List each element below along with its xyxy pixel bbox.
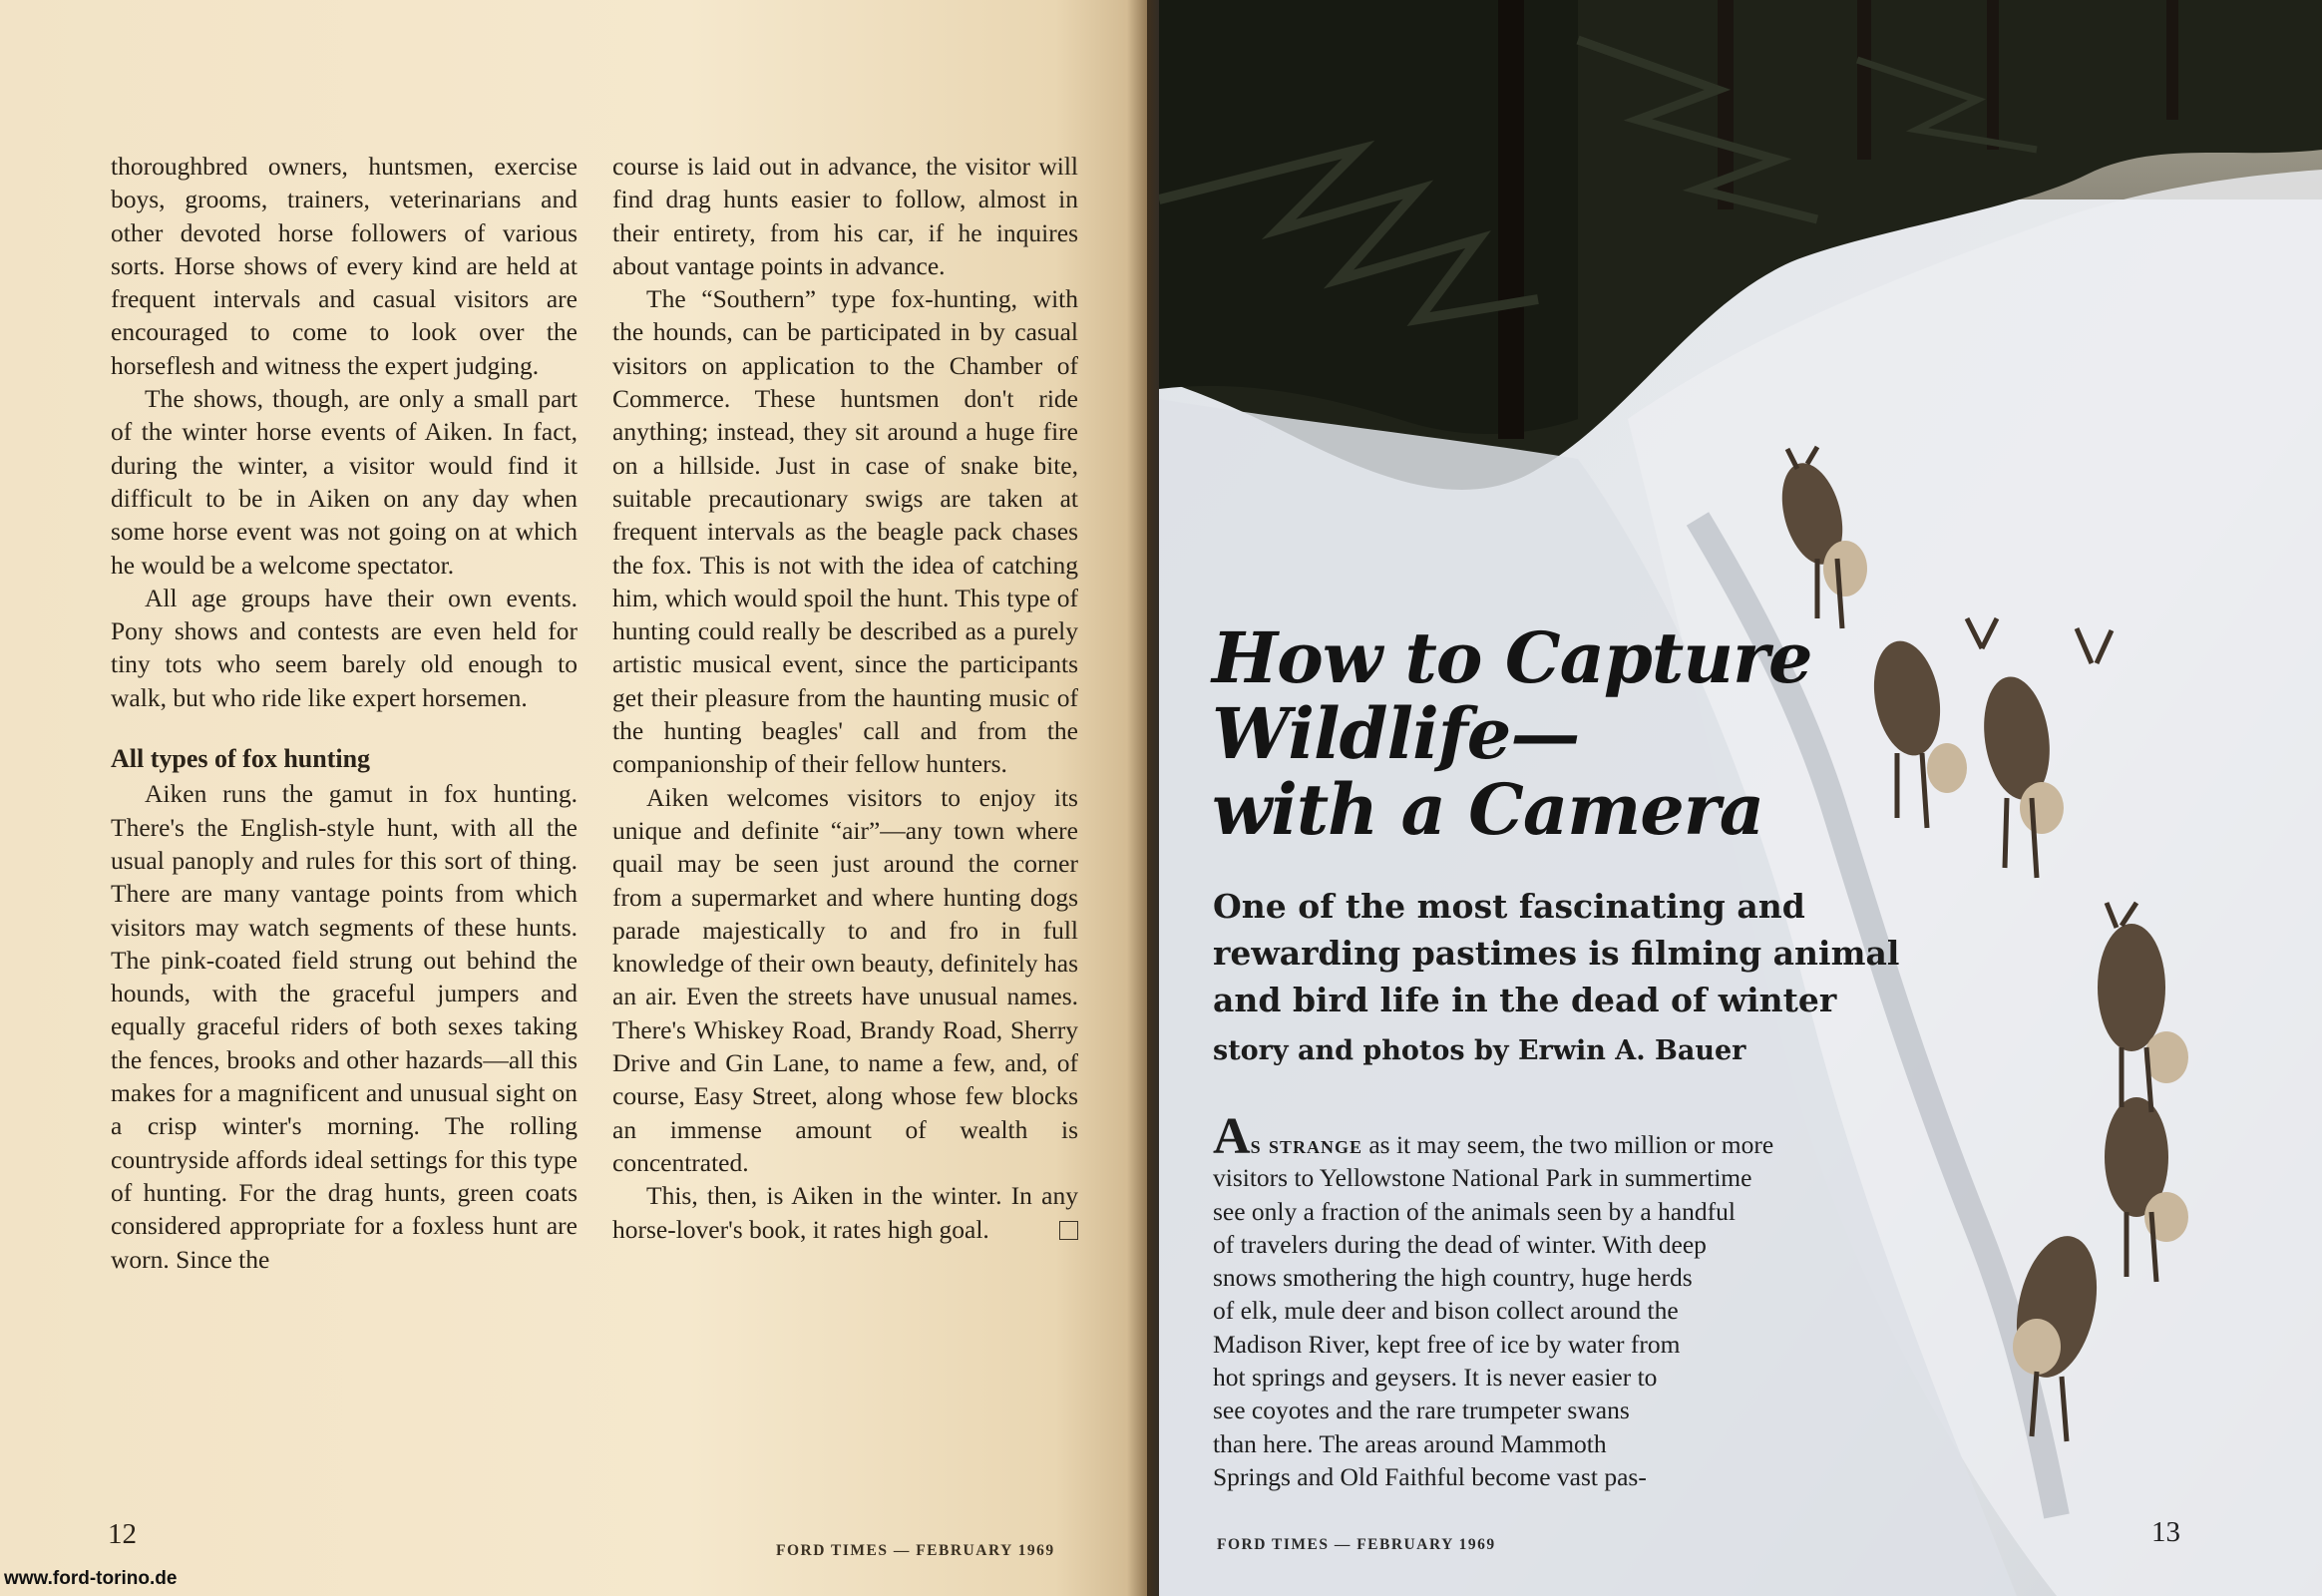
title-line: with a Camera (1212, 768, 1764, 851)
running-footer: FORD TIMES — FEBRUARY 1969 (1217, 1536, 1496, 1553)
end-mark-icon (1059, 1221, 1078, 1240)
byline: story and photos by Erwin A. Bauer (1213, 1035, 1746, 1066)
article-title (1212, 616, 1970, 851)
paragraph-text: This, then, is Aiken in the winter. In any horse-lover's book, it rates high goal. (612, 1181, 1078, 1244)
paragraph: The “Southern” type fox-hunting, with the hounds, can be participated in by casual visitors on application to the Chamber of Commerce. These huntsmen don't ride anything; instead, they sit around a huge fire on a hillside. Just in case of snake bite, suitable precautionary swigs are taken at frequent intervals as the beagle pack chases the fox. This is not with the idea of catching him, which would spoil the hunt. This type of hunting could really be described as a purely artistic musical event, since the participants get their pleasure from the haunting music of the hunting beagles' call and from the companionship of their fellow hunters. (612, 284, 1078, 779)
subheading: All types of fox hunting (111, 744, 371, 774)
body-line: of elk, mule deer and bison collect around the (1213, 1296, 1679, 1326)
lead-line (1213, 1108, 1911, 1165)
paragraph: The shows, though, are only a small part of the winter horse events of Aiken. In fact, during the winter, a visitor would find it difficult to be in Aiken on any day when some horse event was not going on at which he would be a welcome spectator. (111, 384, 578, 580)
body-line: than here. The areas around Mammoth (1213, 1428, 1607, 1458)
body-line: Madison River, kept free of ice by water from (1213, 1329, 1681, 1359)
watermark-url: www.ford-torino.de (4, 1568, 178, 1589)
body-line: of travelers during the dead of winter. With deep (1213, 1229, 1707, 1259)
title-line: How to Capture (1212, 616, 1812, 699)
lead-smallcaps: s strange (1250, 1130, 1362, 1159)
article-dek: One of the most fascinating and rewarding pastimes is filming animal and bird life in the dead of winter (1213, 887, 1900, 1019)
paragraph: thoroughbred owners, huntsmen, exercise boys, grooms, trainers, veterinarians and other devoted horse followers of various sorts. Horse shows of every kind are held at frequent intervals and casual visitors are encouraged to come to look over the horseflesh and witness the expert judging. (111, 152, 578, 380)
body-line: see only a fraction of the animals seen by a handful (1213, 1196, 1736, 1226)
title-line: Wildlife— (1212, 692, 1580, 775)
left-page (0, 0, 1147, 1596)
paragraph-final (612, 1179, 1078, 1246)
page-number: 13 (2151, 1516, 2180, 1548)
paragraph: Aiken runs the gamut in fox hunting. There's the English-style hunt, with all the usual panoply and rules for this sort of thing. There are many vantage points from which visitors may watch segments of these hunts. The pink-coated field strung out behind the hounds, with the graceful jumpers and equally graceful riders of both sexes taking the fences, brooks and other hazards—all this makes for a magnificent and unusual sight on a crisp winter's morning. The rolling countryside affords ideal settings for this type of hunting. For the drag hunts, green coats considered appropriate for a foxless hunt are worn. Since the (111, 779, 578, 1274)
text-column-2 (612, 150, 1078, 1246)
body-line: Springs and Old Faithful become vast pas- (1213, 1461, 1647, 1491)
body-line: visitors to Yellowstone National Park in summertime (1213, 1163, 1752, 1193)
paragraph: All age groups have their own events. Pony shows and contests are even held for tiny tots who seem barely old enough to walk, but who ride like expert horsemen. (111, 583, 578, 712)
text-column-1 (111, 150, 578, 1276)
paragraph: Aiken welcomes visitors to enjoy its unique and definite “air”—any town where quail may be seen just around the corner from a supermarket and where hunting dogs parade majestically to and fro in full knowledge of their own beauty, definitely has an air. Even the streets have unusual names. There's Whiskey Road, Brandy Road, Sherry Drive and Gin Lane, to name a few, and, of course, Easy Street, along whose few blocks an immense amount of wealth is concentrated. (612, 782, 1078, 1177)
article-lead (1213, 1108, 1911, 1493)
body-line: snows smothering the high country, huge herds (1213, 1263, 1693, 1293)
drop-cap: A (1213, 1108, 1251, 1165)
paragraph: course is laid out in advance, the visitor will find drag hunts easier to follow, almost in their entirety, from his car, if he inquires about vantage points in advance. (612, 152, 1078, 280)
page-number: 12 (108, 1518, 137, 1550)
running-footer: FORD TIMES — FEBRUARY 1969 (776, 1542, 1055, 1559)
lead-text: as it may seem, the two million or more (1361, 1130, 1774, 1159)
body-line: see coyotes and the rare trumpeter swans (1213, 1396, 1630, 1425)
body-line: hot springs and geysers. It is never easier to (1213, 1363, 1658, 1393)
